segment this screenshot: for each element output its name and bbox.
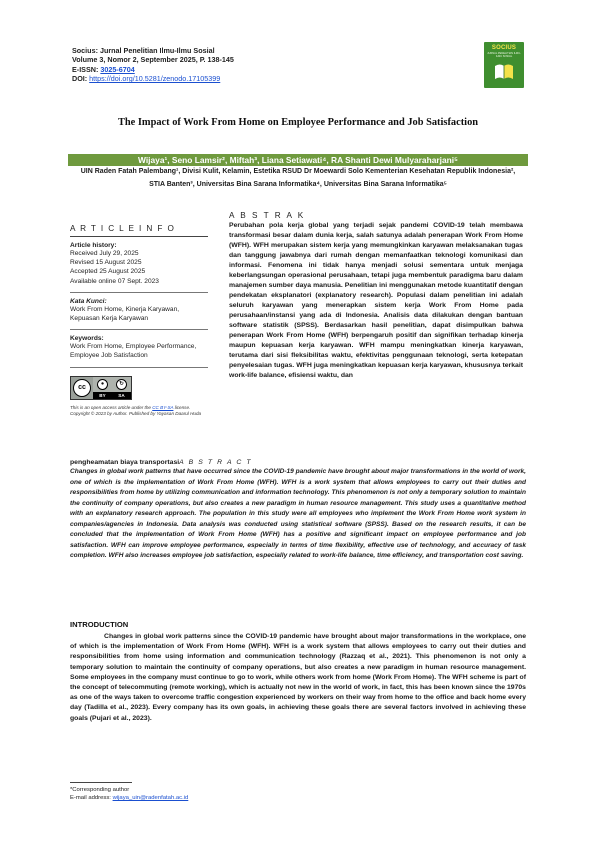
article-info — [70, 224, 208, 417]
history-revised: Revised 15 August 2025 — [70, 259, 142, 267]
cc-icon: cc — [73, 379, 91, 397]
history-accepted: Accepted 25 August 2025 — [70, 268, 146, 276]
keywords-title: Keywords: — [70, 335, 104, 343]
email-link[interactable]: wijaya_uin@radenfatah.ac.id — [112, 795, 189, 801]
journal-logo — [484, 42, 524, 88]
journal-eissn: E-ISSN: 3025-6704 — [72, 64, 135, 74]
book-icon — [493, 60, 515, 82]
journal-volume: Volume 3, Nomor 2, September 2025, P. 138-145 — [72, 55, 234, 65]
abstract-heading: A B S T R A C T — [179, 459, 253, 466]
affiliations: UIN Raden Fatah Palembang¹, Divisi Kulit, Kelamin, Estetika RSUD Dr Moewardi Solo Kementerian Kesehatan Republik Indonesia², STIA Banten³, Universitas Bina Sarana Informatika⁴, Universitas Bina Sarana Informatika⁵ — [80, 168, 516, 188]
footnote-rule — [70, 782, 132, 783]
license-text: This is an open access article under the CC BY-SA license. Copyright © 2023 by Author. Published by Yayasan Daarul Huda — [70, 404, 202, 416]
abstrak-heading: A B S T R A K — [229, 211, 306, 220]
abstract-text: Changes in global work patterns that have occurred since the COVID-19 pandemic have brought about major transformations in the world of work, one of which is the implementation of Work From Home (WFH). WFH is a work system that allows employees to carry out their duties and responsibilities from home by utilizing communication and information technology. This phenomenon is not only a temporary solution to maintain the continuity of company operations, but also creates a new paradigm in human resource management. This study uses a quantitative method with an explanatory research approach. The population in this study were all employees who implement the Work From Home work system in companies/agencies in Indonesia. Data analysis was conducted using statistical software (SPSS). Based on the research results, it can be concluded that the implementation of Work From Home (WFH) has a positive and significant impact on employee performance and job satisfaction. WFH can improve employee performance, especially in terms of time flexibility, effective use of technology, and accuracy of task completion. WFH also increases employee job satisfaction, especially related to work-life balance, time efficiency, and transportation cost saving. — [70, 468, 526, 559]
abstrak-text: Perubahan pola kerja global yang terjadi sejak pandemi COVID-19 telah membawa transformasi besar dalam dunia kerja, salah satunya adalah penerapan Work From Home (WFH). WFH merupakan sistem kerja yang memungkinkan karyawan melaksanakan tugas dan tanggung jawabnya dari rumah dengan memanfaatkan teknologi komunikasi dan informasi. Fenomena ini tidak hanya menjadi solusi sementara untuk menjaga keberlangsungan operasional perusahaan, tetapi juga membentuk paradigma baru dalam manajemen sumber daya manusia. Penelitian ini menggunakan metode kuantitatif dengan pendekatan eksplanatori (explanatory research). Populasi dalam penelitian ini adalah seluruh karyawan yang menerapkan sistem kerja Work From Home pada perusahaan/instansi yang ada di Indonesia. Analisis data dilakukan dengan bantuan software statistik (SPSS). Berdasarkan hasil penelitian, dapat disimpulkan bahwa penerapan Work From Home (WFH) berpengaruh positif dan signifikan terhadap kinerja maupun kepuasan kerja karyawan. WFH mampu meningkatkan kinerja karyawan, terutama dari sisi fleksibilitas waktu, efektivitas penggunaan teknologi, serta ketepatan penyelesaian tugas. WFH juga meningkatkan kepuasan kerja karyawan, khususnya terkait work-life balance, efisiensi waktu, dan — [229, 222, 523, 379]
divider — [70, 367, 208, 368]
paper-title: The Impact of Work From Home on Employee Performance and Job Satisfaction — [117, 117, 479, 128]
share-alike-icon: ↻ — [116, 379, 127, 390]
doi-link[interactable]: https://doi.org/10.5281/zenodo.17105399 — [89, 74, 221, 84]
kata-kunci-title: Kata Kunci: — [70, 297, 107, 305]
journal-doi: DOI: https://doi.org/10.5281/zenodo.17105399 — [72, 74, 221, 84]
keywords-list: Work From Home, Employee Performance, Employee Job Satisfaction — [70, 343, 197, 360]
journal-header — [72, 46, 432, 84]
license-link[interactable]: CC BY-SA — [152, 404, 174, 410]
kata-kunci-list: Work From Home, Kinerja Karyawan, Kepuasan Kerja Karyawan — [70, 305, 180, 323]
abstrak-tail-text: pengheamatan biaya transportasi — [70, 459, 180, 466]
corresponding-author: *Corresponding author — [70, 787, 130, 793]
footnote — [70, 786, 370, 802]
email-line: E-mail address: wijaya_uin@radenfatah.ac.id — [70, 795, 189, 801]
cc-license-badge[interactable] — [70, 376, 132, 400]
eissn-link[interactable]: 3025-6704 — [100, 64, 135, 74]
divider — [70, 329, 208, 330]
by-label: BY — [99, 392, 106, 398]
person-icon: ● — [97, 379, 108, 390]
logo-tagline: JURNAL PENELITIAN ILMU-ILMU SOSIAL — [487, 52, 521, 58]
logo-name: SOCIUS — [491, 45, 517, 51]
history-online: Available online 07 Sept. 2023 — [70, 277, 159, 285]
author-list: Wijaya¹, Seno Lamsir², Miftah³, Liana Setiawati⁴, RA Shanti Dewi Mulyaraharjani⁵ — [138, 155, 458, 165]
introduction-text: Changes in global work patterns since the COVID-19 pandemic have brought about major transformations in the workplace, one of which is the implementation of Work From Home (WFH). WFH is a work system that allows employees to carry out their duties and responsibilities from home using information and communication technology (Razzaq et al., 2021). This phenomenon is not only a temporary solution to maintain the continuity of company operations, but also creates a new paradigm in human resource management. Some employees in the company must continue to go to work, while others work from home (Work From Home). The WFH scheme is part of the concept of telecommuting (remote working), which is actually not new in the world of work, in fact, this has been known since the 1970s as one of the ways taken to overcome traffic congestion experienced by workers on their way from home to the office and back home every day (Tadilla et al., 2023). Every company has its own goals, in achieving these goals there are several factors involved in achieving these goals (Pujari et al., 2023). — [70, 633, 526, 722]
history-received: Received July 29, 2025 — [70, 250, 139, 257]
sa-label: SA — [118, 392, 125, 398]
journal-name: Socius: Jurnal Penelitian Ilmu-Ilmu Sosial — [72, 46, 215, 55]
divider — [70, 292, 208, 293]
article-info-heading: A R T I C L E I N F O — [70, 224, 208, 237]
introduction-heading: INTRODUCTION — [70, 620, 129, 629]
history-title: Article history: — [70, 242, 117, 249]
